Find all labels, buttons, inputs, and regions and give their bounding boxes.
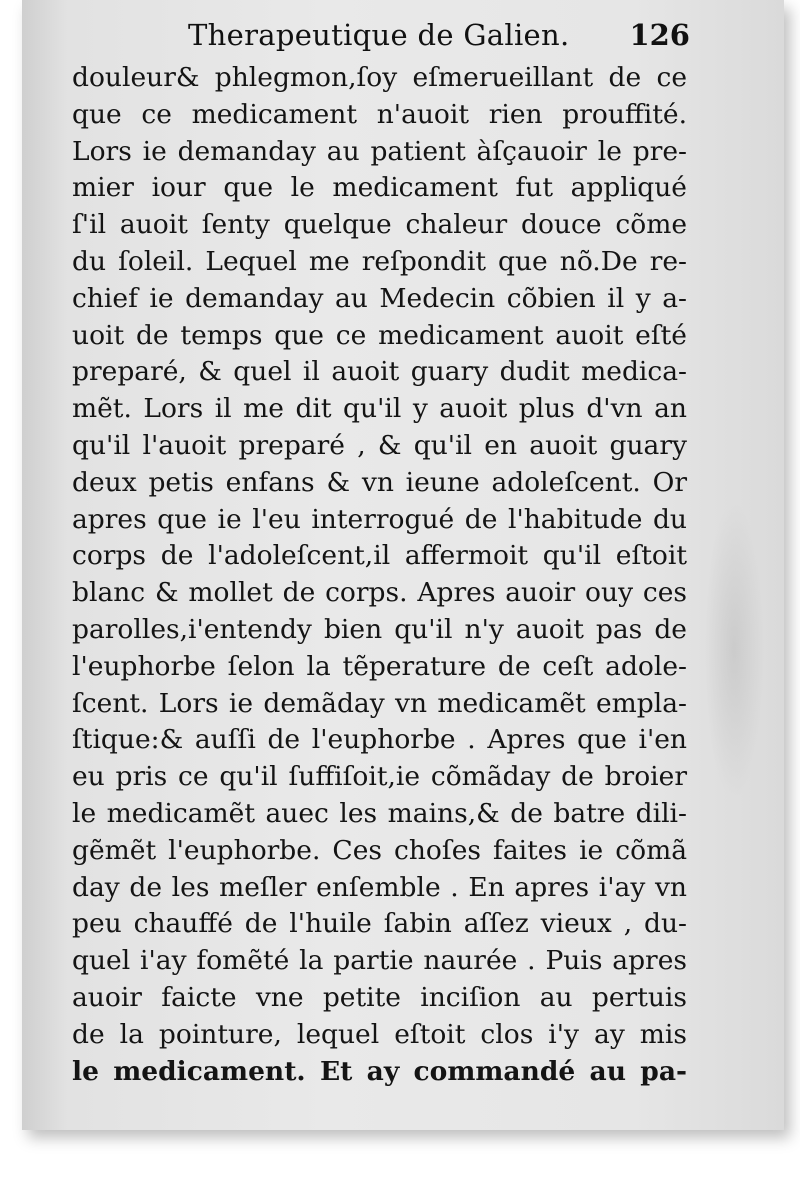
text-line: eu pris ce qu'il ſuffiſoit,ie cõmãday de broier (72, 761, 687, 793)
text-line: day de les meſler enſemble . En apres i'ay vn (72, 871, 687, 903)
text-line: ſcent. Lors ie demãday vn medicamẽt empla- (72, 687, 687, 719)
text-line: blanc & mollet de corps. Apres auoir ouy ces (72, 577, 687, 609)
text-line: preparé, & quel il auoit guary dudit medica- (72, 356, 687, 388)
text-line: qu'il l'auoit preparé , & qu'il en auoit guary (72, 429, 687, 461)
text-line: quel i'ay fomẽté la partie naurée . Puis apres (72, 945, 687, 977)
text-line: douleur& phlegmon,ſoy eſmerueillant de ce (72, 62, 687, 93)
text-line: apres que ie l'eu interrogué de l'habitude du (72, 503, 687, 535)
text-line: ſ'il auoit ſenty quelque chaleur douce cõme (72, 209, 687, 241)
text-line: de la pointure, lequel eſtoit clos i'y ay mis (72, 1018, 687, 1050)
text-line: chief ie demanday au Medecin cõbien il y a- (72, 282, 687, 314)
text-line: du ſoleil. Lequel me reſpondit que nõ.De re- (72, 245, 687, 277)
text-line: uoit de temps que ce medicament auoit eſté (72, 319, 687, 351)
text-line: l'euphorbe ſelon la tẽperature de ceſt adole- (72, 650, 687, 682)
text-line: ſtique:& auſſi de l'euphorbe . Apres que i'en (72, 724, 687, 756)
text-line: mẽt. Lors il me dit qu'il y auoit plus d'vn an (72, 393, 687, 425)
text-line: peu chauffé de l'huile ſabin aſſez vieux , du- (72, 908, 687, 940)
page-header (70, 18, 690, 58)
text-line: gẽmẽt l'euphorbe. Ces choſes faites ie cõmã (72, 834, 687, 866)
body-text (72, 60, 687, 1090)
text-line: corps de l'adoleſcent,il affermoit qu'il eſtoit (72, 540, 687, 572)
text-line: le medicament. Et ay commandé au pa- (72, 1055, 687, 1087)
text-line: que ce medicament n'auoit rien prouffité. (72, 98, 687, 130)
text-line: Lors ie demanday au patient àſçauoir le pre- (72, 135, 687, 167)
text-line: le medicamẽt auec les mains,& de batre dili- (72, 797, 687, 829)
show-through-shadow (704, 500, 764, 800)
text-line: mier iour que le medicament fut appliqué (72, 172, 687, 204)
text-line: parolles,i'entendy bien qu'il n'y auoit pas de (72, 613, 687, 645)
text-line: auoir faicte vne petite inciſion au pertuis (72, 981, 687, 1013)
text-line: deux petis enfans & vn ieune adoleſcent. Or (72, 466, 687, 498)
page-number: 126 (629, 18, 690, 52)
running-title: Therapeutique de Galien. (188, 18, 570, 52)
